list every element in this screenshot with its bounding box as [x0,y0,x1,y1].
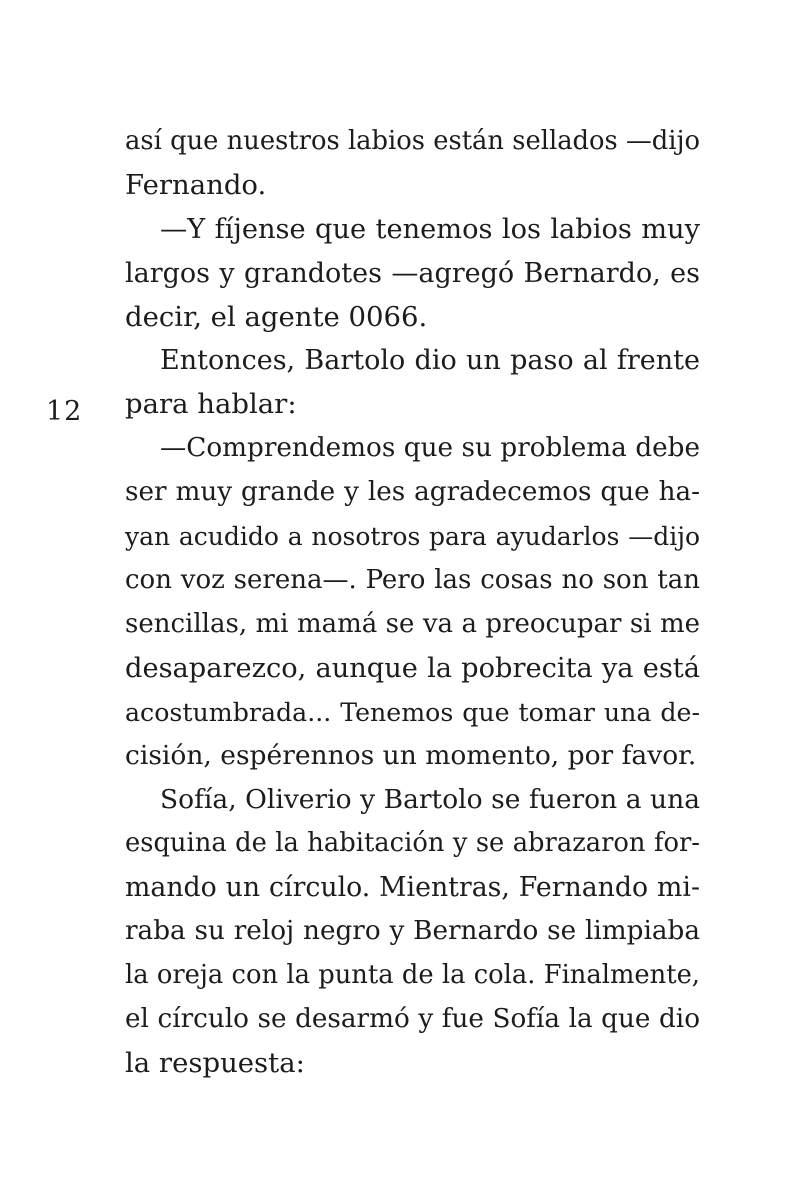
text-line: desaparezco, aunque la pobrecita ya está [125,652,700,684]
text-line: ser muy grande y les agradecemos que ha- [125,477,700,508]
text-line: —Y fíjense que tenemos los labios muy [160,213,700,245]
text-line: con voz serena—. Pero las cosas no son tan [125,564,700,595]
text-line: así que nuestros labios están sellados —dijo [125,126,700,156]
text-line: Fernando. [125,168,267,201]
text-line: mando un círculo. Mientras, Fernando mi- [125,872,700,904]
text-line: —Comprendemos que su problema debe [160,433,700,464]
text-line: cisión, espérennos un momento, por favor. [125,740,697,772]
text-line: Sofía, Oliverio y Bartolo se fueron a una [160,784,700,816]
text-line: yan acudido a nosotros para ayudarlos —dijo [125,522,700,552]
text-line: Entonces, Bartolo dio un paso al frente [160,345,700,377]
text-line: la oreja con la punta de la cola. Finalmente, [125,959,700,990]
text-line: para hablar: [125,388,297,421]
text-line: la respuesta: [125,1046,305,1079]
body-text [125,120,700,1086]
text-line: esquina de la habitación y se abrazaron for- [125,828,700,859]
text-line: el círculo se desarmó y fue Sofía la que dio [125,1003,700,1034]
text-line: decir, el agente 0066. [125,300,428,333]
text-line: acostumbrada... Tenemos que tomar una de- [125,697,700,727]
text-line: largos y grandotes —agregó Bernardo, es [125,257,700,289]
text-line: raba su reloj negro y Bernardo se limpiaba [125,916,700,947]
page-number: 12 [46,396,83,427]
text-line: sencillas, mi mamá se va a preocupar si me [125,608,700,639]
